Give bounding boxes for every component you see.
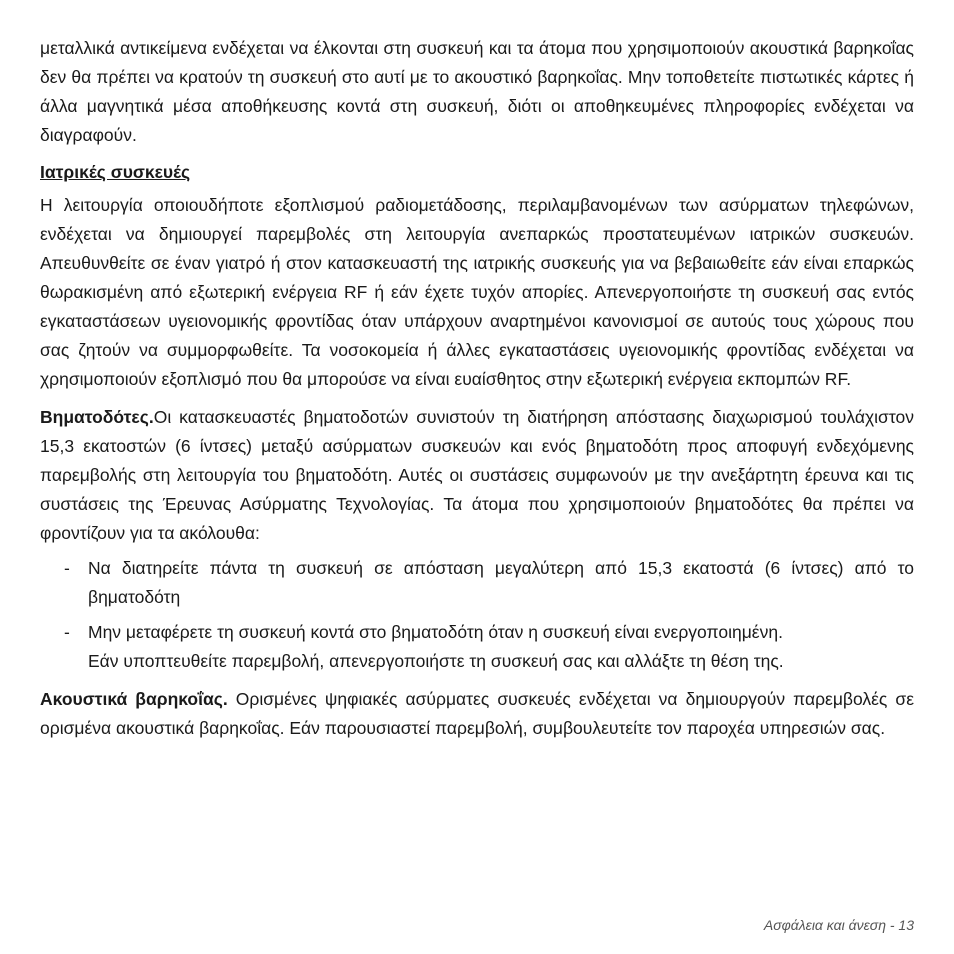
list-bullet: -	[64, 558, 70, 578]
page-content	[40, 34, 914, 743]
hearing-aids-body: Ορισμένες ψηφιακές ασύρματες συσκευές ενδέχεται να δημιουργούν παρεμβολές σε ορισμένα ακουστικά βαρηκοΐας. Εάν παρουσιαστεί παρεμβολή, συμβουλευτείτε τον παροχέα υπηρεσιών σας.	[40, 689, 914, 738]
paragraph-pacemakers	[40, 403, 914, 548]
paragraph-metal-objects: μεταλλικά αντικείμενα ενδέχεται να έλκονται στη συσκευή και τα άτομα που χρησιμοποιούν ακουστικά βαρηκοΐας δεν θα πρέπει να κρατούν τη συσκευή στο αυτί με το ακουστικό βαρηκοΐας. Μην τοποθετείτε πιστωτικές κάρτες ή άλλα μαγνητικά μέσα αποθήκευσης κοντά στη συσκευή, διότι οι αποθηκευμένες πληροφορίες ενδέχεται να διαγραφούν.	[40, 38, 914, 145]
paragraph-medical-devices: Η λειτουργία οποιουδήποτε εξοπλισμού ραδιομετάδοσης, περιλαμβανομένων των ασύρματων τηλεφώνων, ενδέχεται να δημιουργεί παρεμβολές στη λειτουργία ανεπαρκώς προστατευμένων ιατρικών συσκευών. Απευθυνθείτε σε έναν γιατρό ή στον κατασκευαστή της ιατρικής συσκευής για να βεβαιωθείτε εάν είναι επαρκώς θωρακισμένη από εξωτερική ενέργεια RF ή εάν έχετε τυχόν απορίες. Απενεργοποιήστε τη συσκευή σας εντός εγκαταστάσεων υγειονομικής φροντίδας όταν υπάρχουν αναρτημένοι κανονισμοί σε αυτούς τους χώρους που σας ζητούν να συμμορφωθείτε. Τα νοσοκομεία ή άλλες εγκαταστάσεις υγειονομικής φροντίδας ενδέχεται να χρησιμοποιούν εξοπλισμό που θα μπορούσε να είναι ευαίσθητος στην εξωτερική ενέργεια εκπομπών RF.	[40, 195, 914, 389]
list-item-text: Να διατηρείτε πάντα τη συσκευή σε απόσταση μεγαλύτερη από 15,3 εκατοστά (6 ίντσες) από το βηματοδότη	[88, 558, 914, 607]
list-item-continuation: Εάν υποπτευθείτε παρεμβολή, απενεργοποιήστε τη συσκευή σας και αλλάξτε τη θέση της.	[88, 651, 784, 671]
hearing-aids-lead: Ακουστικά βαρηκοΐας.	[40, 689, 228, 709]
list-item	[40, 554, 914, 612]
paragraph-hearing-aids	[40, 685, 914, 743]
pacemakers-body: Οι κατασκευαστές βηματοδοτών συνιστούν τη διατήρηση απόστασης διαχωρισμού τουλάχιστον 15,3 εκατοστών (6 ίντσες) μεταξύ ασύρματων συσκευών και ενός βηματοδότη προς αποφυγή ενδεχόμενης παρεμβολής στη λειτουργία του βηματοδότη. Αυτές οι συστάσεις συμφωνούν με την ανεξάρτητη έρευνα και τις συστάσεις της Έρευνας Ασύρματης Τεχνολογίας. Τα άτομα που χρησιμοποιούν βηματοδότες θα πρέπει να φροντίζουν για τα ακόλουθα:	[40, 407, 914, 543]
list-item	[40, 618, 914, 676]
page-footer	[764, 917, 914, 933]
list-bullet: -	[64, 622, 70, 642]
pacemakers-lead: Βηματοδότες.	[40, 407, 154, 427]
footer-page-number: 13	[898, 917, 914, 933]
heading-medical-devices: Ιατρικές συσκευές	[40, 162, 191, 182]
list-item-text: Μην μεταφέρετε τη συσκευή κοντά στο βηματοδότη όταν η συσκευή είναι ενεργοποιημένη.	[88, 622, 783, 642]
footer-section-title: Ασφάλεια και άνεση -	[763, 917, 895, 933]
